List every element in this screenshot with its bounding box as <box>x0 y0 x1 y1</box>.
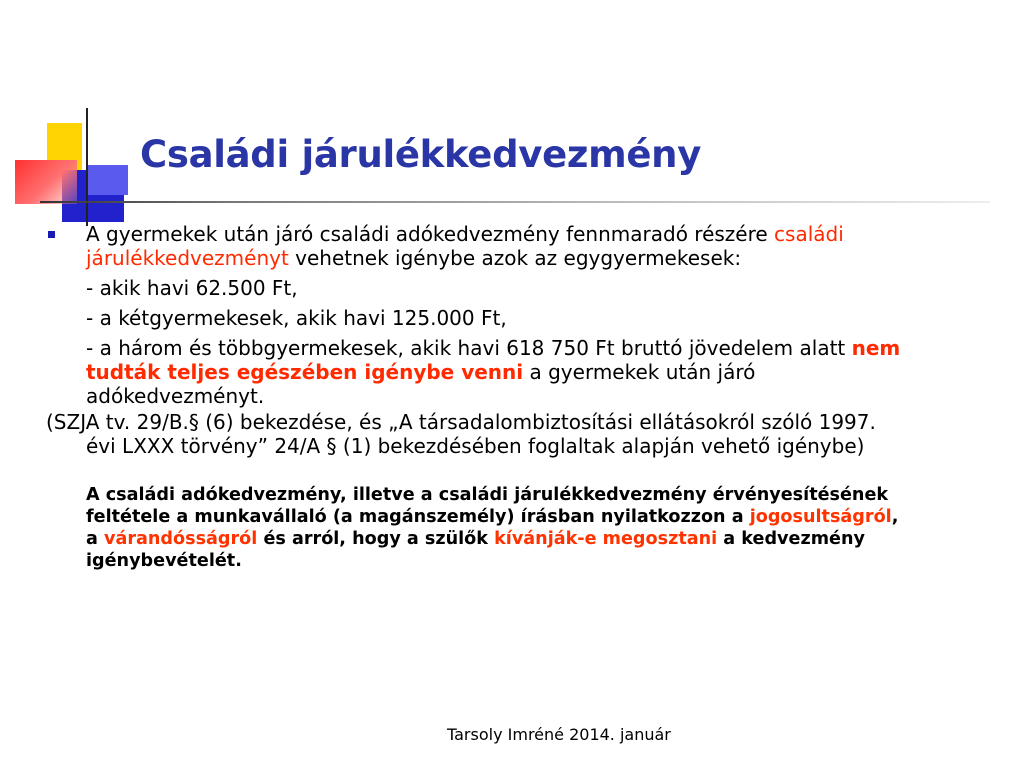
sub-item-1: - akik havi 62.500 Ft, <box>86 276 298 300</box>
note-part1: A családi adókedvezmény, illetve a családi járulékkedvezmény érvényesítésének feltétele a munkavállaló (a magánszemély) írásban nyilatkozzon a <box>86 485 889 527</box>
sub-item-2: - a kétgyermekesek, akik havi 125.000 Ft, <box>86 306 507 330</box>
legal-reference: (SZJA tv. 29/B.§ (6) bekezdése, és „A társadalombiztosítási ellátásokról szóló 1997. évi LXXX törvény” 24/A § (1) bekezdésében foglaltak alapján vehető igénybe) <box>46 410 876 458</box>
slide-footer: Tarsoly Imréné 2014. január <box>447 725 671 744</box>
square-bullet-icon <box>48 231 55 238</box>
note-highlight-2: várandósságról <box>104 529 258 549</box>
bullet-highlight: családi járulékkedvezményt <box>86 222 844 270</box>
note-paragraph <box>46 484 906 572</box>
bullet-text-part2: vehetnek igénybe azok az egygyermekesek: <box>288 246 742 270</box>
note-highlight-3: kívánják-e megosztani <box>494 529 718 549</box>
note-highlight-1: jogosultságról <box>749 507 892 527</box>
note-part2: , a <box>86 507 899 549</box>
sub-item-3 <box>46 336 906 408</box>
decor-vertical-line <box>86 108 88 226</box>
note-part4: a kedvezmény igénybevételét. <box>86 529 865 571</box>
sub-item-3-part2: a gyermekek után járó adókedvezményt. <box>86 360 756 408</box>
title-underline <box>40 201 990 203</box>
bullet-text-part1: A gyermekek után járó családi adókedvezmény fennmaradó részére <box>86 222 775 246</box>
slide-title: Családi járulékkedvezmény <box>140 133 702 176</box>
main-bullet-item <box>46 222 906 270</box>
note-part3: és arról, hogy a szülők <box>257 529 495 549</box>
sub-item-3-part1: - a három és többgyermekesek, akik havi 618 750 Ft bruttó jövedelem alatt <box>86 336 852 360</box>
decor-light-blue-square <box>88 165 128 195</box>
slide-content <box>46 222 906 572</box>
decor-red-square <box>15 160 77 204</box>
sub-item-3-highlight: nem tudták teljes egészében igénybe venni <box>86 336 901 384</box>
